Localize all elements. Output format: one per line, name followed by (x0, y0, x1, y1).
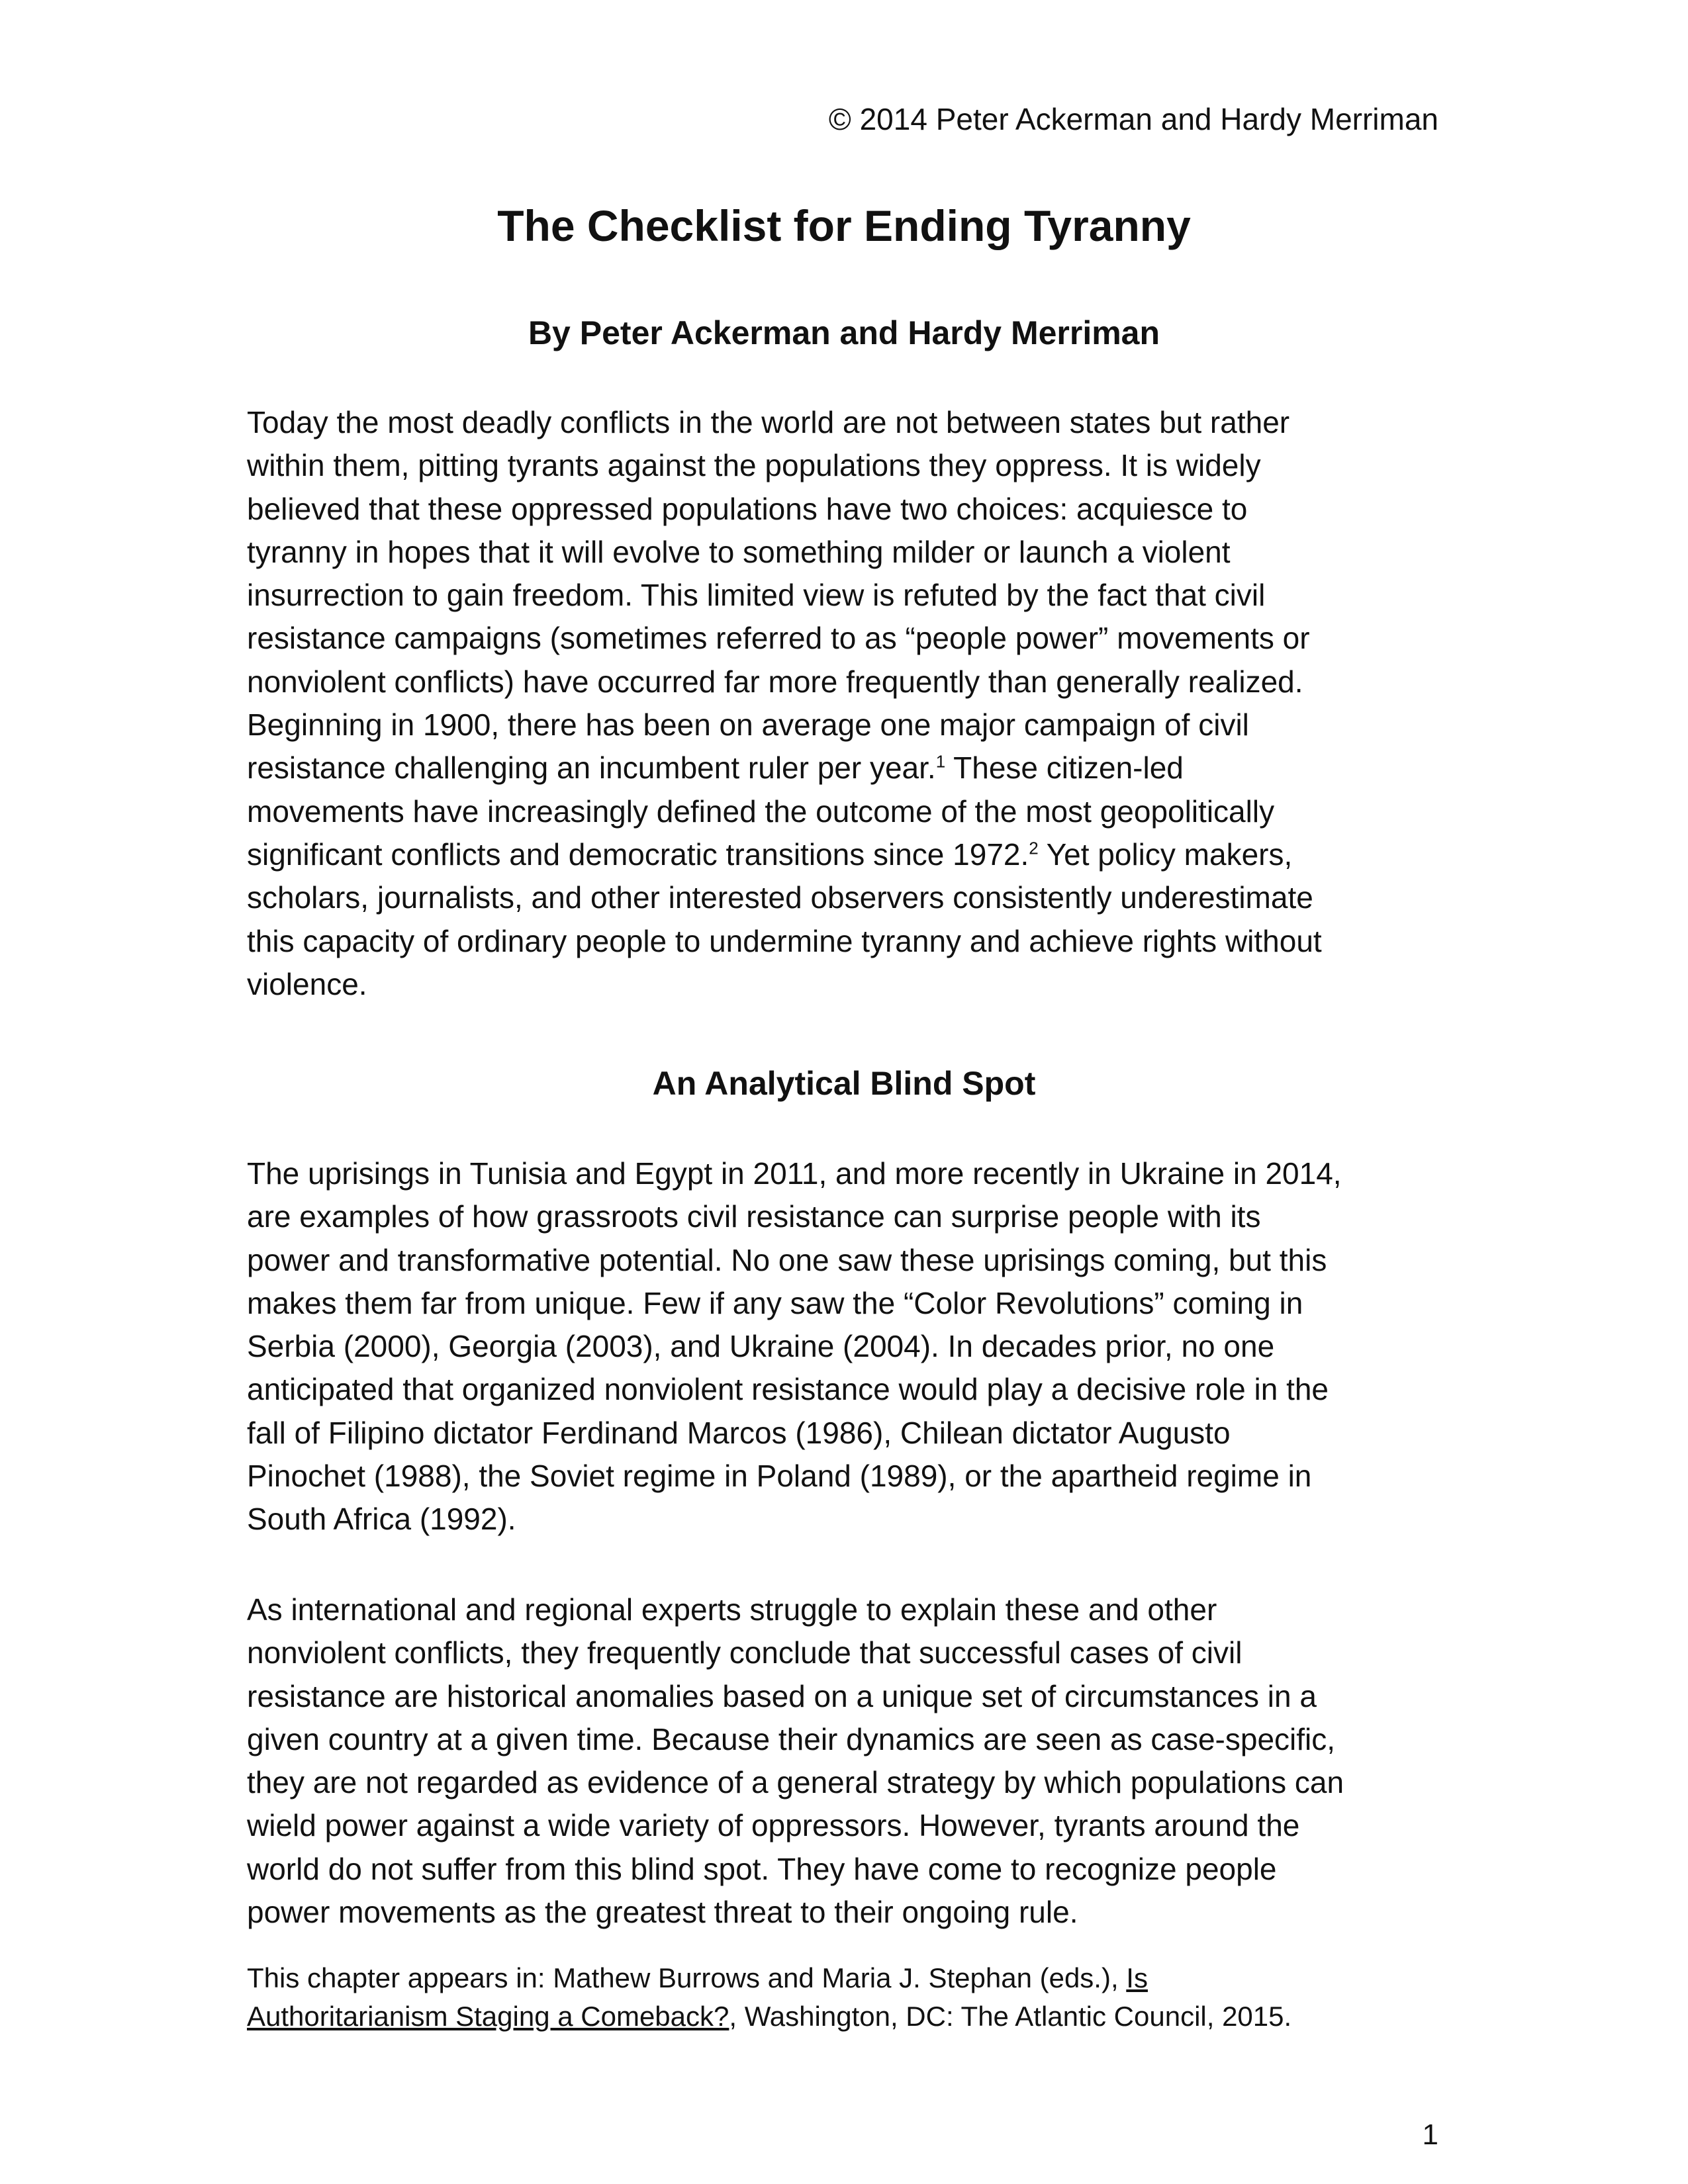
paragraph-line: are examples of how grassroots civil resistance can surprise people with its (247, 1199, 1261, 1234)
line-text: Yet policy makers, (1038, 837, 1293, 872)
paragraph-line: resistance campaigns (sometimes referred to as “people power” movements or (247, 621, 1310, 656)
citation-line (247, 1959, 1445, 1997)
paragraph-line: Serbia (2000), Georgia (2003), and Ukraine (2004). In decades prior, no one (247, 1329, 1275, 1364)
paragraph-line: tyranny in hopes that it will evolve to something milder or launch a violent (247, 534, 1231, 569)
paragraph-line: makes them far from unique. Few if any saw the “Color Revolutions” coming in (247, 1285, 1303, 1320)
line-text: significant conflicts and democratic transitions since 1972. (247, 837, 1029, 872)
copyright-notice: © 2014 Peter Ackerman and Hardy Merriman (828, 102, 1438, 136)
document-title: The Checklist for Ending Tyranny (497, 201, 1191, 250)
paragraph-line (247, 833, 1445, 876)
paragraph-line: wield power against a wide variety of oppressors. However, tyrants around the (247, 1808, 1300, 1843)
footnote-reference-2[interactable]: 2 (1029, 838, 1039, 858)
citation-text: , Washington, DC: The Atlantic Council, 2015. (729, 2001, 1292, 2032)
paragraph-line: believed that these oppressed populations have two choices: acquiesce to (247, 491, 1248, 526)
paragraph-line: movements have increasingly defined the outcome of the most geopolitically (247, 794, 1275, 829)
paragraph-line: fall of Filipino dictator Ferdinand Marcos (1986), Chilean dictator Augusto (247, 1415, 1231, 1450)
paragraph-line: nonviolent conflicts, they frequently conclude that successful cases of civil (247, 1635, 1243, 1670)
paragraph-line: The uprisings in Tunisia and Egypt in 2011, and more recently in Ukraine in 2014, (247, 1156, 1342, 1191)
author-byline: By Peter Ackerman and Hardy Merriman (528, 314, 1160, 351)
book-title-link[interactable]: Is (1126, 1962, 1148, 1993)
blind-spot-paragraph-1 (247, 1152, 1445, 1541)
book-title-link[interactable]: Authoritarianism Staging a Comeback? (247, 2001, 729, 2032)
paragraph-line: insurrection to gain freedom. This limited view is refuted by the fact that civil (247, 578, 1266, 613)
line-text: These citizen-led (945, 751, 1184, 786)
paragraph-line: scholars, journalists, and other interested observers consistently underestimate (247, 880, 1313, 915)
paragraph-line: As international and regional experts struggle to explain these and other (247, 1592, 1217, 1627)
paragraph-line: Pinochet (1988), the Soviet regime in Poland (1989), or the apartheid regime in (247, 1459, 1312, 1494)
line-text: resistance challenging an incumbent ruler per year. (247, 751, 936, 786)
paragraph-line: within them, pitting tyrants against the populations they oppress. It is widely (247, 448, 1261, 483)
section-heading: An Analytical Blind Spot (652, 1065, 1036, 1102)
paragraph-line: Beginning in 1900, there has been on average one major campaign of civil (247, 707, 1249, 743)
citation-line (247, 1997, 1445, 2036)
page-number: 1 (1422, 2118, 1438, 2151)
paragraph-line: given country at a given time. Because their dynamics are seen as case-specific, (247, 1721, 1336, 1756)
blind-spot-paragraph-2 (247, 1588, 1445, 1934)
paragraph-line: violence. (247, 966, 367, 1001)
citation-text: This chapter appears in: Mathew Burrows and Maria J. Stephan (eds.), (247, 1962, 1127, 1993)
paragraph-line: South Africa (1992). (247, 1502, 516, 1537)
intro-paragraph (247, 401, 1445, 1006)
paragraph-line: they are not regarded as evidence of a general strategy by which populations can (247, 1765, 1344, 1800)
paragraph-line: anticipated that organized nonviolent resistance would play a decisive role in the (247, 1372, 1329, 1407)
footnote-reference-1[interactable]: 1 (935, 752, 946, 772)
paragraph-line: power movements as the greatest threat to their ongoing rule. (247, 1895, 1078, 1930)
paragraph-line (247, 747, 1445, 790)
chapter-citation (247, 1959, 1445, 2036)
paragraph-line: this capacity of ordinary people to undermine tyranny and achieve rights without (247, 923, 1322, 958)
paragraph-line: nonviolent conflicts) have occurred far more frequently than generally realized. (247, 664, 1303, 699)
paragraph-line: power and transformative potential. No one saw these uprisings coming, but this (247, 1242, 1327, 1277)
paragraph-line: world do not suffer from this blind spot. They have come to recognize people (247, 1851, 1277, 1886)
paragraph-line: resistance are historical anomalies based on a unique set of circumstances in a (247, 1678, 1317, 1713)
paragraph-line: Today the most deadly conflicts in the world are not between states but rather (247, 405, 1290, 439)
